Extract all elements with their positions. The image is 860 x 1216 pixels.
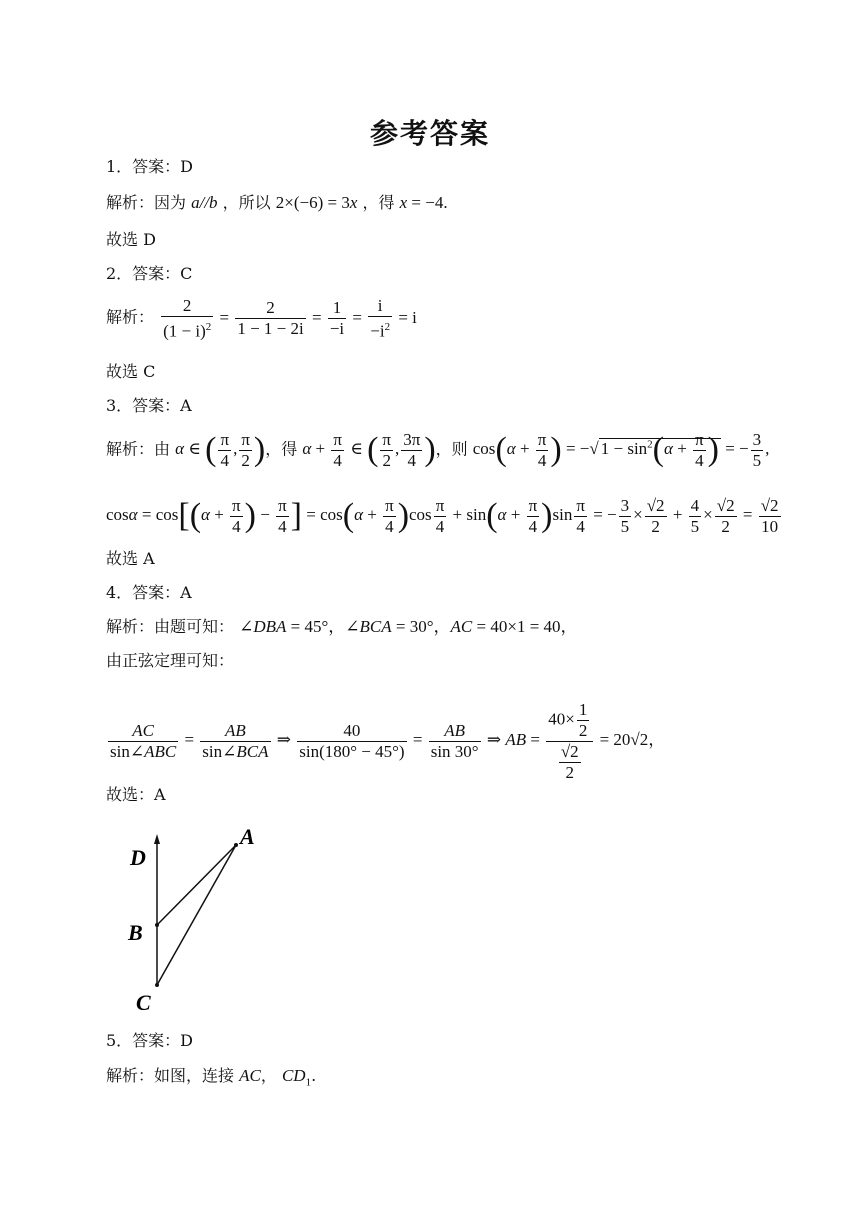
arrow-up-icon bbox=[154, 834, 160, 844]
point-a bbox=[234, 843, 238, 847]
q3-cos-value: cos(α + $\frac{\pi}{4}$ ) = −√ $1 - \sin^2(\alpha$ + $\frac{\pi}{4}$ ) = − $\frac{3}{5}$ , bbox=[472, 430, 770, 470]
q4-sine-rule-equation bbox=[106, 700, 665, 783]
q4-sine-rule-label: 由正弦定理可知： bbox=[106, 651, 235, 670]
point-c bbox=[155, 983, 159, 987]
q4-analysis-label: 解析：由题可知： bbox=[106, 617, 235, 636]
label-d: D bbox=[130, 845, 146, 870]
q1-analysis: 解析：因为 a//b ，所以 2×(−6) = 3x ，得 x = −4. bbox=[106, 193, 448, 212]
q3-cos-alpha-expr: cosα = cos[(α + $\frac{\pi}{4}$ ) − $\frac{\pi}{4}$ ] = cos(α + $\frac{\pi}{4}$ )cos $\frac{\pi}{4}$ + sin(α + $\frac{\pi}{4}$ )sin $\frac{\pi}{4}$ = − $\frac{3}{5}$ × $\frac{√2}{2}$ + $\frac{4}{5}$ × $\frac{√2}{2}$ = $\frac{√2}{10}$ bbox=[106, 496, 779, 536]
q3-cos-alpha bbox=[106, 496, 783, 537]
line-ca bbox=[157, 845, 236, 985]
q5-answer: 5．答案：D bbox=[106, 1031, 194, 1050]
q3-de-text: ，得 bbox=[265, 439, 298, 459]
q3-choose: 故选 A bbox=[106, 549, 155, 568]
q5-analysis-label: 解析：如图，连接 bbox=[106, 1066, 235, 1085]
line-ba bbox=[157, 845, 236, 925]
q4-answer: 4．答案：A bbox=[106, 583, 192, 602]
q2-choose: 故选 C bbox=[106, 362, 156, 381]
q1-then-text: ，得 bbox=[362, 193, 395, 212]
q3-alpha-range: α ∈ ( $\frac{\pi}{4}$ , $\frac{\pi}{2}$ ) bbox=[175, 430, 266, 470]
q4-angles: ∠DBA = 45°，∠BCA = 30°，AC = 40×1 = 40， bbox=[239, 617, 578, 636]
q2-equation: $\frac{2}{(1 - i)^2}$ = $\frac{2}{1 - 1 - 2i}$ = $\frac{1}{-i}$ = $\frac{i}{-i^2}$ = i bbox=[163, 296, 417, 341]
q5-segment-ac: AC bbox=[239, 1066, 261, 1085]
q1-equation: 2×(−6) = 3x bbox=[275, 193, 358, 212]
q3-analysis-label: 解析：由 bbox=[106, 439, 171, 459]
q5-segment-cd1: $CD_1$ bbox=[281, 1066, 312, 1089]
label-b: B bbox=[128, 920, 143, 945]
q5-end: . bbox=[311, 1066, 317, 1085]
q1-mid-text: ，所以 bbox=[222, 193, 271, 212]
q4-sine-rule-expr: $\frac{AC}{\text{sin∠ABC}}$ = $\frac{AB}{\text{sin∠BCA}}$ ⇒ $\frac{40}{\sin(180^\circ - 45^\circ)}$ = $\frac{AB}{\sin 30^\circ}$ ⇒ AB = 40× $\frac{1}{2}$ $\frac{√2}{2}$ = 20√2， bbox=[110, 700, 666, 782]
q1-choose: 故选 D bbox=[106, 230, 156, 249]
label-c: C bbox=[136, 990, 151, 1015]
q2-answer: 2．答案：C bbox=[106, 264, 193, 283]
q1-result: x = −4. bbox=[399, 193, 448, 212]
q2-analysis-label: 解析： bbox=[106, 307, 155, 327]
q1-answer: 1．答案：D bbox=[106, 157, 194, 176]
q4-choose: 故选：A bbox=[106, 785, 166, 804]
q3-answer: 3．答案：A bbox=[106, 396, 192, 415]
q1-parallel-expr: a bbox=[191, 193, 200, 212]
point-b bbox=[155, 923, 159, 927]
q3-analysis bbox=[106, 430, 769, 471]
label-a: A bbox=[240, 824, 255, 849]
triangle-diagram bbox=[120, 820, 280, 1020]
q4-analysis bbox=[106, 616, 578, 638]
q5-separator: ， bbox=[260, 1066, 277, 1085]
q1-analysis-label: 解析：因为 bbox=[106, 193, 187, 212]
q2-analysis bbox=[106, 296, 417, 342]
page-title: 参考答案 bbox=[369, 117, 490, 150]
q3-shifted-range: α + $\frac{\pi}{4}$ ∈ ( $\frac{\pi}{2}$ , $\frac{3\pi}{4}$ ) bbox=[302, 430, 436, 470]
q5-analysis bbox=[106, 1065, 316, 1093]
q3-ze-text: ，则 bbox=[435, 439, 468, 459]
